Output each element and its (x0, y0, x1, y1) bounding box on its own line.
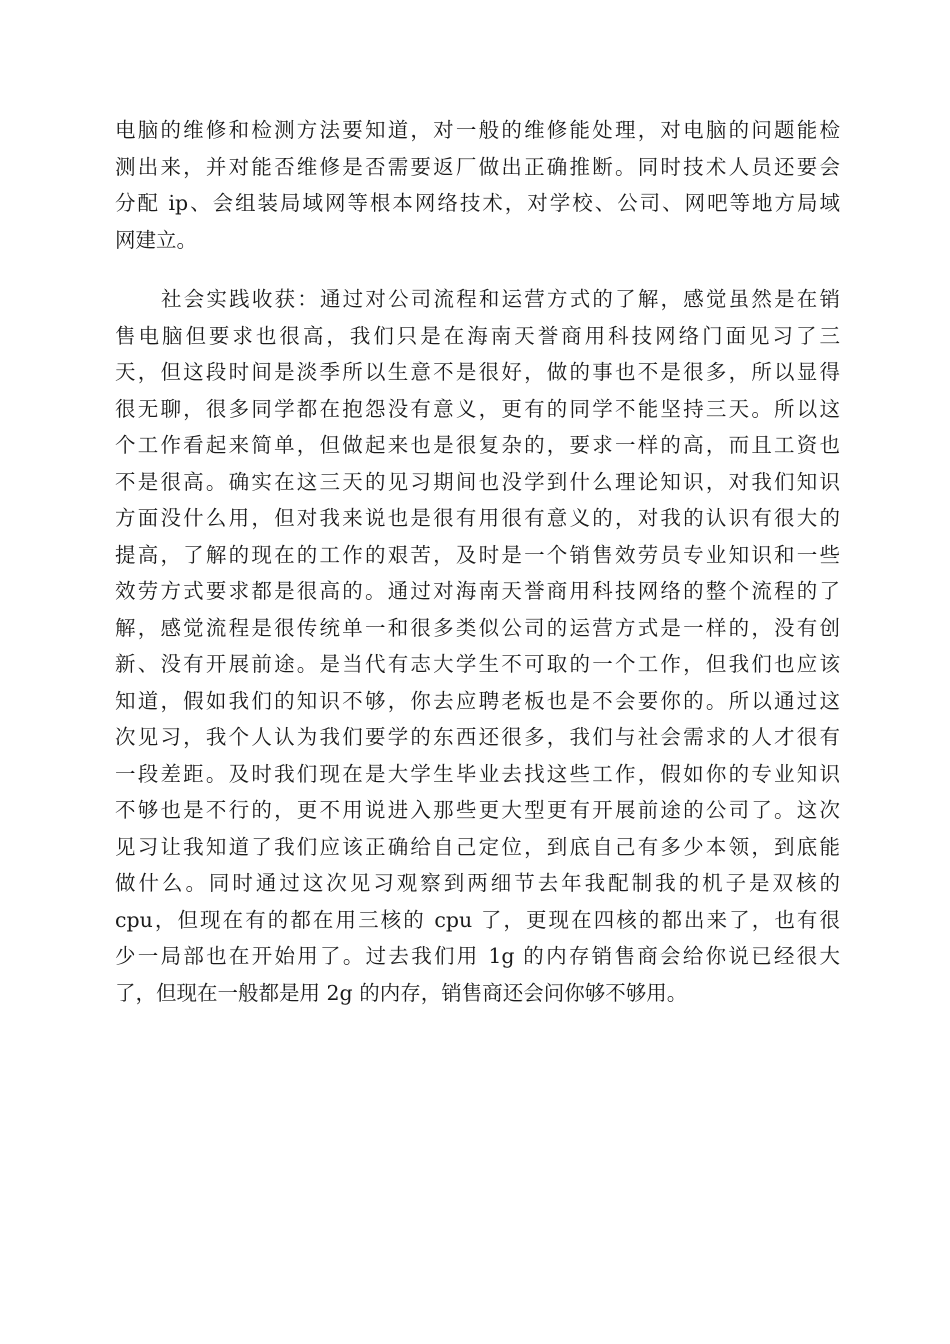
paragraph-line: 解，感觉流程是很传统单一和很多类似公司的运营方式是一样的，没有创 (115, 615, 840, 640)
paragraph-line: 知道，假如我们的知识不够，你去应聘老板也是不会要你的。所以通过这 (115, 688, 840, 713)
paragraph-line: 方面没什么用，但对我来说也是很有用很有意义的，对我的认识有很大的 (115, 506, 840, 530)
paragraph-line: 新、没有开展前途。是当代有志大学生不可取的一个工作，但我们也应该 (115, 652, 840, 676)
paragraph-line: 天，但这段时间是淡季所以生意不是很好，做的事也不是很多，所以显得 (115, 360, 840, 384)
paragraph-line: 少一局部也在开始用了。过去我们用 1g 的内存销售商会给你说已经很大 (115, 944, 840, 968)
paragraph-line: 了，但现在一般都是用 2g 的内存，销售商还会问你够不够用。 (115, 980, 688, 1005)
paragraph-line: 分配 ip、会组装局域网等根本网络技术，对学校、公司、网吧等地方局域 (115, 191, 840, 215)
paragraph-line: 网建立。 (115, 227, 197, 252)
paragraph-line: 提高，了解的现在的工作的艰苦，及时是一个销售效劳员专业知识和一些 (115, 542, 840, 567)
paragraph-line: 效劳方式要求都是很高的。通过对海南天誉商用科技网络的整个流程的了 (115, 579, 840, 603)
paragraph-line: 见习让我知道了我们应该正确给自己定位，到底自己有多少本领，到底能 (115, 834, 840, 859)
paragraph-line: cpu，但现在有的都在用三核的 cpu 了，更现在四核的都出来了，也有很 (115, 907, 840, 932)
paragraph-line: 测出来，并对能否维修是否需要返厂做出正确推断。同时技术人员还要会 (115, 154, 840, 179)
paragraph-line: 很无聊，很多同学都在抱怨没有意义，更有的同学不能坚持三天。所以这 (115, 396, 840, 421)
paragraph-line: 售电脑但要求也很高，我们只是在海南天誉商用科技网络门面见习了三 (115, 323, 840, 348)
paragraph-line: 不是很高。确实在这三天的见习期间也没学到什么理论知识，对我们知识 (115, 469, 840, 494)
paragraph-line: 不够也是不行的，更不用说进入那些更大型更有开展前途的公司了。这次 (115, 798, 840, 822)
paragraph-line: 次见习，我个人认为我们要学的东西还很多，我们与社会需求的人才很有 (115, 725, 840, 749)
paragraph-line: 个工作看起来简单，但做起来也是很复杂的，要求一样的高，而且工资也 (115, 433, 840, 457)
paragraph-line: 电脑的维修和检测方法要知道，对一般的维修能处理，对电脑的问题能检 (115, 118, 840, 142)
paragraph-computer-maintenance (115, 112, 840, 258)
paragraph-line: 做什么。同时通过这次见习观察到两细节去年我配制我的机子是双核的 (115, 871, 840, 895)
paragraph-line: 一段差距。及时我们现在是大学生毕业去找这些工作，假如你的专业知识 (115, 761, 840, 786)
paragraph-social-practice-gains (115, 281, 840, 1011)
paragraph-line: 社会实践收获：通过对公司流程和运营方式的了解，感觉虽然是在销 (161, 287, 840, 311)
